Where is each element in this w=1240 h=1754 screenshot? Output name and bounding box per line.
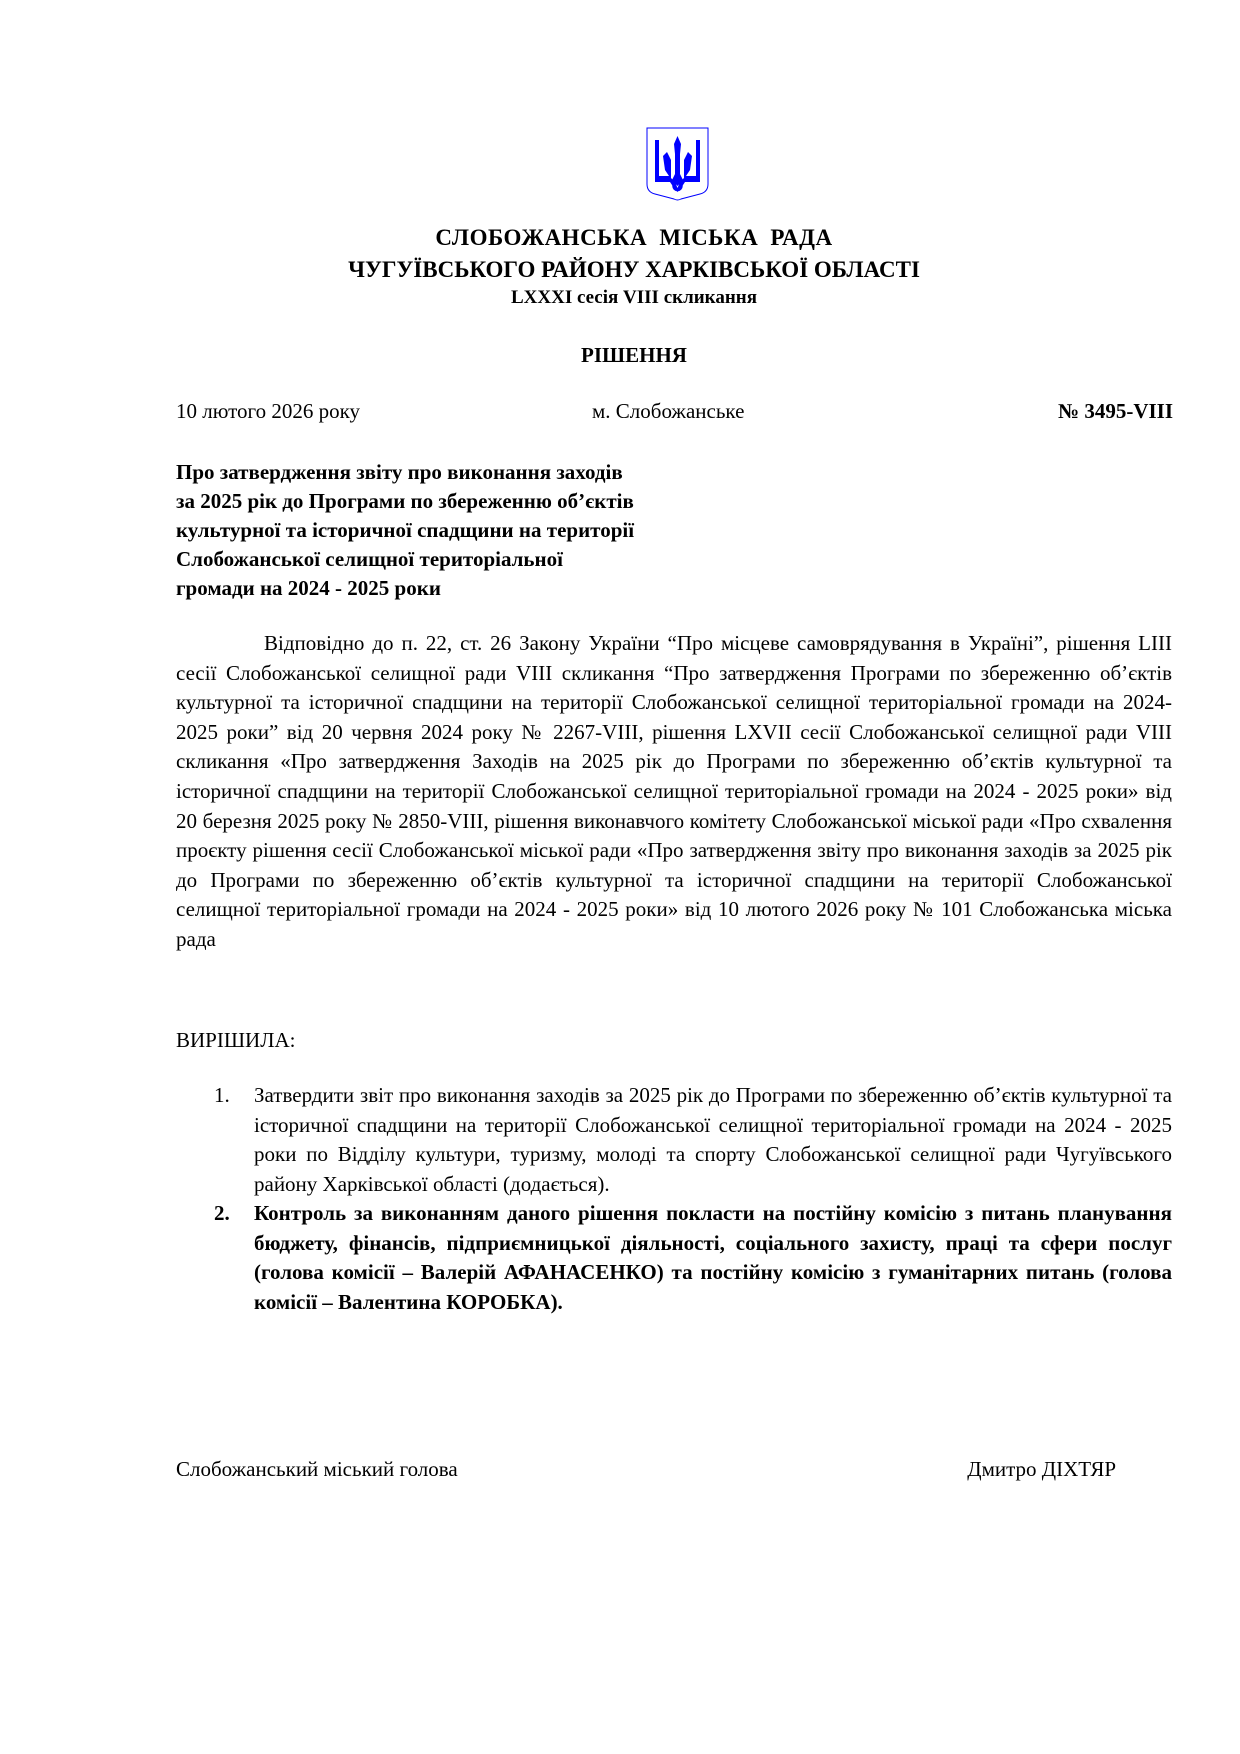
item-text: Контроль за виконанням даного рішення покласти на постійну комісію з питань планування бюджету, фінансів, підприємницької діяльності, соціального захисту, праці та сфери послуг (голова комісії – Валерій АФАНАСЕНКО) та постійну комісію з гуманітарних питань (голова комісії – Валентина КОРОБКА). bbox=[254, 1201, 1172, 1314]
item-number: 2. bbox=[214, 1201, 230, 1225]
signatory-name: Дмитро ДІХТЯР bbox=[967, 1457, 1116, 1481]
decision-date: 10 лютого 2026 року bbox=[176, 399, 361, 423]
subject-line: за 2025 рік до Програми по збереженню об’єктів bbox=[176, 489, 634, 513]
decision-place: м. Слобожанське bbox=[592, 399, 745, 423]
subject-line: культурної та історичної спадщини на території bbox=[176, 518, 635, 542]
decision-item bbox=[176, 1199, 1172, 1317]
decision-items-list bbox=[176, 1081, 1172, 1317]
document-type-title: РІШЕННЯ bbox=[581, 343, 687, 367]
signatory-position: Слобожанський міський голова bbox=[176, 1457, 458, 1481]
council-district: ЧУГУЇВСЬКОГО РАЙОНУ ХАРКІВСЬКОЇ ОБЛАСТІ bbox=[348, 257, 920, 282]
subject-line: громади на 2024 - 2025 роки bbox=[176, 576, 441, 600]
decision-subject bbox=[176, 458, 756, 603]
session-info: LXXXI сесія VIII скликання bbox=[510, 287, 758, 308]
subject-line: Слобожанської селищної територіальної bbox=[176, 547, 563, 571]
item-text: Затвердити звіт про виконання заходів за 2025 рік до Програми по збереженню об’єктів культурної та історичної спадщини на території Слобожанської селищної територіальної громади на 2024 - 2025 роки по Відділу культури, туризму, молоді та спорту Слобожанської селищної ради Чугуївського району Харківської області (додається). bbox=[254, 1083, 1172, 1196]
council-name: СЛОБОЖАНСЬКА МІСЬКА РАДА bbox=[435, 225, 833, 250]
item-number: 1. bbox=[214, 1083, 230, 1107]
subject-line: Про затвердження звіту про виконання заходів bbox=[176, 460, 623, 484]
preamble-paragraph: Відповідно до п. 22, ст. 26 Закону України “Про місцеве самоврядування в Україні”, рішення LIII сесії Слобожанської селищної ради VIII скликання “Про затвердження Програми по збереженню об’єктів культурної та історичної спадщини на території Слобожанської селищної територіальної громади на 2024-2025 роки” від 20 червня 2024 року № 2267-VIII, рішення LXVII сесії Слобожанської селищної ради VIII скликання «Про затвердження Заходів на 2025 рік до Програми по збереженню об’єктів культурної та історичної спадщини на території Слобожанської селищної територіальної громади на 2024 - 2025 роки» від 20 березня 2025 року № 2850-VIII, рішення виконавчого комітету Слобожанської міської ради «Про схвалення проєкту рішення сесії Слобожанської міської ради «Про затвердження звіту про виконання заходів за 2025 рік до Програми по збереженню об’єктів культурної та історичної спадщини на території Слобожанської селищної територіальної громади на 2024 - 2025 роки» від 10 лютого 2026 року № 101 Слобожанська міська рада bbox=[176, 631, 1172, 951]
resolved-label: ВИРІШИЛА: bbox=[176, 1028, 296, 1052]
ukraine-coat-of-arms-icon bbox=[645, 126, 710, 202]
decision-number: № 3495-VIII bbox=[1057, 399, 1173, 423]
decision-item bbox=[176, 1081, 1172, 1199]
